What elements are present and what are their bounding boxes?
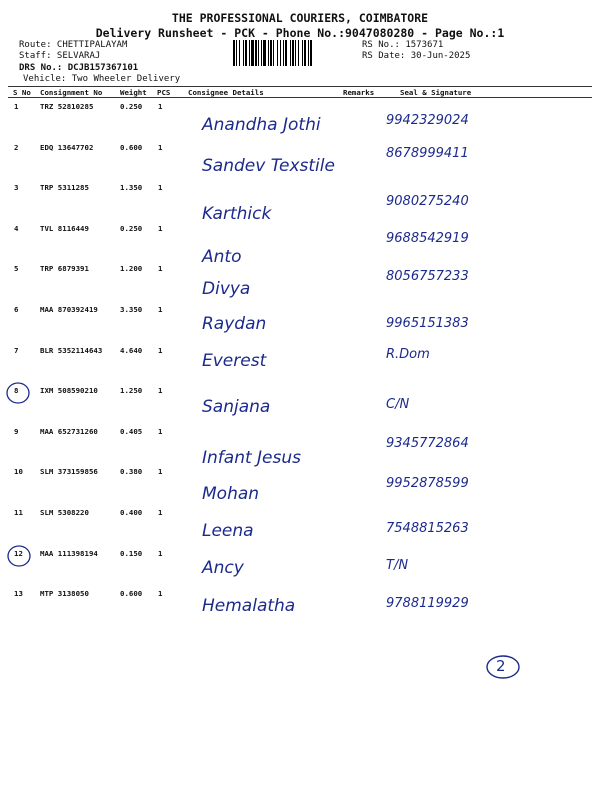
row-weight: 0.405 <box>120 426 143 436</box>
row-weight: 3.350 <box>120 305 143 314</box>
row-pcs: 1 <box>158 264 163 274</box>
barcode-bar <box>258 40 259 66</box>
row-sno: 7 <box>14 345 19 355</box>
barcode-bar <box>292 40 294 66</box>
barcode-bar <box>308 40 309 66</box>
row-pcs: 1 <box>158 589 163 599</box>
row-consignee-name: Sanjana <box>202 397 271 418</box>
barcode-bar <box>233 40 235 66</box>
row-weight: 1.200 <box>120 264 143 274</box>
row-sno: 11 <box>14 508 23 517</box>
row-weight: 0.400 <box>120 508 143 517</box>
row-weight: 0.600 <box>120 589 143 599</box>
row-pcs: 1 <box>158 386 163 396</box>
barcode-bar <box>302 40 303 66</box>
row-consignee-name: Ancy <box>202 557 244 578</box>
row-consignment-no: BLR 5352114643 <box>40 345 103 355</box>
row-consignment-no: MTP 3138050 <box>40 589 89 599</box>
row-pcs: 1 <box>158 345 163 355</box>
barcode-bar <box>268 40 269 66</box>
row-pcs: 1 <box>158 305 163 314</box>
col-remarks: Remarks <box>343 88 375 97</box>
barcode-bar <box>285 40 287 66</box>
col-consignee: Consignee Details <box>188 88 264 97</box>
row-pcs: 1 <box>158 102 163 111</box>
barcode-bar <box>251 40 254 66</box>
row-consignee-name: Leena <box>202 521 254 541</box>
row-signature: 8678999411 <box>386 145 469 161</box>
col-signature: Seal & Signature <box>400 88 472 97</box>
barcode-bar <box>245 40 247 66</box>
row-pcs: 1 <box>158 223 163 233</box>
row-sno: 1 <box>14 102 19 111</box>
row-signature: 9688542919 <box>386 230 469 246</box>
row-sno: 5 <box>14 264 19 274</box>
col-weight: Weight <box>120 88 147 97</box>
barcode-bar <box>304 40 306 66</box>
barcode-bar <box>249 40 250 66</box>
row-signature: 9952878599 <box>386 476 469 492</box>
row-consignment-no: SLM 373159856 <box>40 467 98 477</box>
row-weight: 1.250 <box>120 386 143 396</box>
row-consignment-no: SLM 5308220 <box>40 508 89 517</box>
row-weight: 0.150 <box>120 548 143 558</box>
drs-number: DRS No.: DCJB157367101 <box>19 63 139 73</box>
barcode-bar <box>270 40 272 66</box>
barcode-bar <box>283 40 284 66</box>
row-weight: 0.250 <box>120 102 143 111</box>
row-weight: 1.350 <box>120 183 143 193</box>
vehicle-text: Vehicle: Two Wheeler Delivery <box>23 74 181 84</box>
row-consignee-name: Sandev Texstile <box>202 155 335 176</box>
row-consignment-no: TRP 6879391 <box>40 264 89 274</box>
row-signature: 9788119929 <box>386 596 469 612</box>
col-consignment: Consignment No <box>40 88 103 97</box>
row-consignment-no: TRP 5311285 <box>40 183 89 193</box>
row-pcs: 1 <box>158 142 163 152</box>
row-consignee-name: Mohan <box>202 484 260 505</box>
row-consignment-no: TVL 8116449 <box>40 223 89 233</box>
row-pcs: 1 <box>158 467 163 477</box>
barcode-bar <box>280 40 281 66</box>
row-pcs: 1 <box>158 426 163 436</box>
row-weight: 0.600 <box>120 142 143 152</box>
row-sno: 13 <box>14 589 23 599</box>
barcode-bar <box>261 40 262 66</box>
row-consignee-name: Anandha Jothi <box>202 115 321 135</box>
row-sno: 3 <box>14 183 19 193</box>
col-sno: S No <box>13 88 31 97</box>
row-consignee-name: Infant Jesus <box>202 447 301 468</box>
row-weight: 4.640 <box>120 345 143 355</box>
barcode-bar <box>290 40 291 66</box>
barcode-bar <box>263 40 266 66</box>
row-consignee-name: Raydan <box>202 314 267 334</box>
row-consignee-name: Anto <box>202 246 242 267</box>
row-sno: 6 <box>14 305 19 314</box>
row-signature: R.Dom <box>386 346 430 362</box>
row-pcs: 1 <box>158 508 163 517</box>
barcode-bar <box>236 40 237 66</box>
runsheet-subtitle: Delivery Runsheet - PCK - Phone No.:9047080280 - Page No.:1 <box>95 26 505 40</box>
page-mark-number: 2 <box>496 657 506 675</box>
row-sno: 2 <box>14 142 19 152</box>
row-signature: C/N <box>386 397 410 413</box>
row-weight: 0.380 <box>120 467 143 477</box>
row-signature: 9942329024 <box>386 113 469 128</box>
barcode-bar <box>255 40 257 66</box>
barcode-bar <box>273 40 274 66</box>
row-signature: 9080275240 <box>386 194 469 210</box>
route-text: Route: CHETTIPALAYAM <box>19 40 128 50</box>
row-sno: 9 <box>14 426 19 436</box>
staff-text: Staff: SELVARAJ <box>19 51 101 61</box>
rs-date: RS Date: 30-Jun-2025 <box>362 51 471 61</box>
row-consignee-name: Hemalatha <box>202 596 296 617</box>
row-consignment-no: EDQ 13647702 <box>40 142 94 152</box>
barcode-bar <box>310 40 312 66</box>
col-pcs: PCS <box>157 88 171 97</box>
row-consignee-name: Karthick <box>202 204 272 225</box>
row-signature: T/N <box>386 557 409 573</box>
row-signature: 9965151383 <box>386 316 469 331</box>
row-sno: 8 <box>14 386 19 396</box>
row-consignment-no: IXM 508590210 <box>40 386 98 396</box>
rs-number: RS No.: 1573671 <box>362 40 444 50</box>
barcode-bar <box>239 40 240 66</box>
row-consignee-name: Everest <box>202 350 267 371</box>
row-consignment-no: TRZ 52810285 <box>40 102 94 111</box>
row-weight: 0.250 <box>120 223 143 233</box>
row-pcs: 1 <box>158 548 163 558</box>
barcode-bar <box>295 40 296 66</box>
row-signature: 7548815263 <box>386 521 469 536</box>
row-signature: 9345772864 <box>386 435 469 451</box>
table-header-rule <box>8 97 592 98</box>
row-consignment-no: MAA 111398194 <box>40 548 98 558</box>
row-consignment-no: MAA 652731260 <box>40 426 98 436</box>
row-consignment-no: MAA 870392419 <box>40 305 98 314</box>
barcode <box>233 40 355 66</box>
barcode-bar <box>243 40 244 66</box>
row-consignee-name: Divya <box>202 279 251 300</box>
row-pcs: 1 <box>158 183 163 193</box>
row-sno: 4 <box>14 223 19 233</box>
company-title: THE PROFESSIONAL COURIERS, COIMBATORE <box>171 11 429 25</box>
row-signature: 8056757233 <box>386 269 469 285</box>
barcode-bar <box>277 40 278 66</box>
table-top-rule <box>8 86 592 87</box>
row-sno: 12 <box>14 548 23 558</box>
row-sno: 10 <box>14 467 23 477</box>
barcode-bar <box>298 40 299 66</box>
